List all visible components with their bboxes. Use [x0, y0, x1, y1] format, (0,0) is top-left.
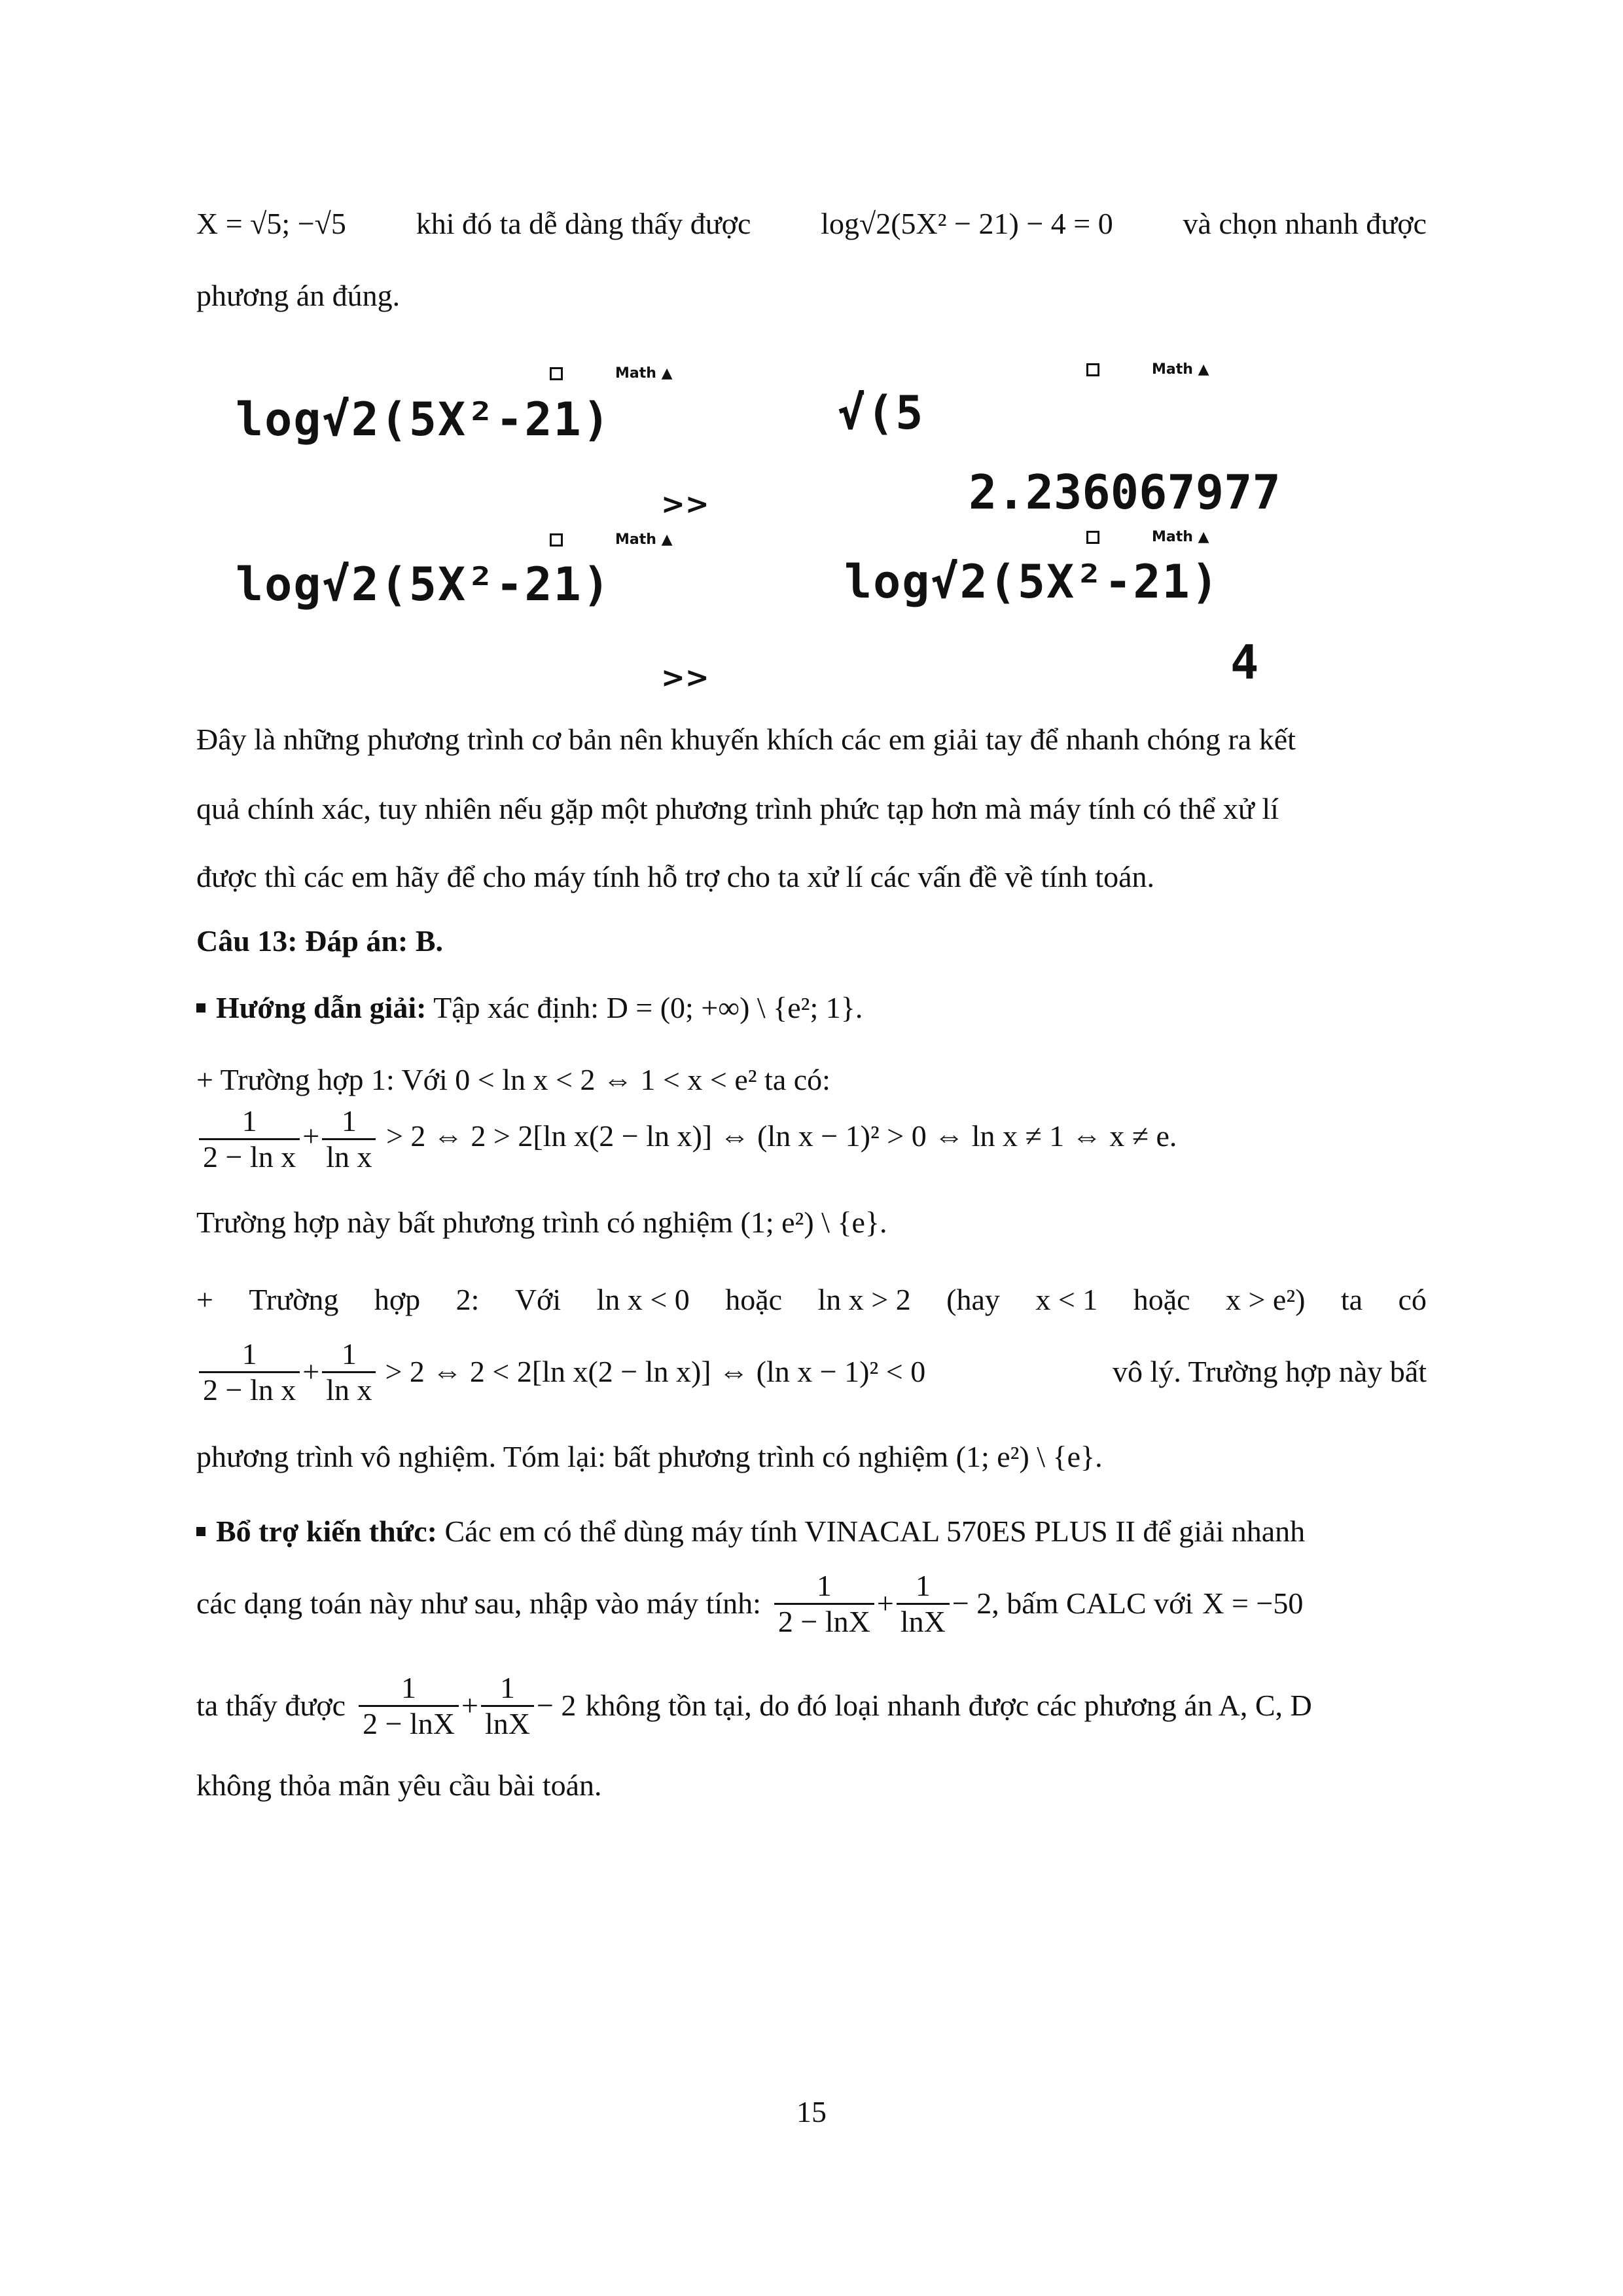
fraction-5: $\frac{1}{2 - \ln X}$ — [774, 1569, 874, 1639]
calc-screen-2-input: √(5 — [838, 386, 925, 440]
shift-indicator-icon — [1086, 531, 1099, 544]
case1-inequality-line: $\frac{1}{\text{2 − ln x}}$ + $\frac{1}{\text{ln x}}$ > 2 ⇔ 2 > 2[ln x(2 − ln x)] ⇔ (ln x − 1)² > 0 ⇔ ln x ≠ 1 ⇔ x ≠ e. — [196, 1101, 1427, 1174]
case1-chain: > 2 ⇔ 2 > 2[ln x(2 − ln x)] ⇔ (ln x − 1)² > 0 ⇔ ln x ≠ 1 ⇔ x ≠ e. — [385, 1119, 1177, 1153]
case2-inequality-line: $\frac{1}{\text{2 − ln x}}$ + $\frac{1}{\text{ln x}}$ > 2 ⇔ 2 < 2[ln x(2 − ln x)] ⇔ (ln x − 1)² < 0 vô lý. Trường hợp này bất — [196, 1336, 1427, 1407]
fraction-8: $\frac{1}{\ln X}$ — [481, 1671, 534, 1741]
arrow-1: >> — [661, 488, 709, 521]
paragraph-line-3: được thì các em hãy để cho máy tính hỗ trợ cho ta xử lí các vấn đề về tính toán. — [196, 860, 1154, 893]
x-values: X = √5; −√5 — [196, 207, 346, 240]
support-label: Bổ trợ kiến thức: — [216, 1515, 437, 1548]
case1-condition: 0 < ln x < 2 ⇔ 1 < x < e² — [455, 1063, 757, 1096]
shift-indicator-icon — [1086, 363, 1099, 376]
page-number: 15 — [796, 2095, 827, 2128]
fraction-2: $\frac{1}{\text{ln x}}$ — [322, 1104, 376, 1174]
support-line-2: các dạng toán này như sau, nhập vào máy tính: $\frac{1}{2 - \ln X}$ + $\frac{1}{\ln X}$ − 2, bấm CALC với X = −50 — [196, 1568, 1304, 1638]
support-line-1: Bổ trợ kiến thức: Các em có thể dùng máy tính VINACAL 570ES PLUS II để giải nhanh — [196, 1512, 1427, 1551]
bullet-icon — [196, 1527, 205, 1536]
guide-text: Tập xác định: — [433, 991, 599, 1024]
domain-expression: D = (0; +∞) \ {e²; 1}. — [606, 991, 863, 1024]
calc-screen-2-result: 2.236067977 — [969, 465, 1281, 520]
calc-screen-4-expression: log√2(5X²-21) — [844, 555, 1220, 609]
calc-screen-4-result: 4 — [1230, 635, 1259, 690]
intro-line-2: phương án đúng. — [196, 279, 401, 312]
calc-value: X = −50 — [1202, 1587, 1304, 1620]
calc-screen-3-expression: log√2(5X²-21) — [236, 558, 611, 611]
fraction-4: $\frac{1}{\text{ln x}}$ — [322, 1337, 376, 1407]
calc-indicator-1: Math ▲ — [550, 365, 673, 382]
paragraph-line-2: quả chính xác, tuy nhiên nếu gặp một phương trình phức tạp hơn mà máy tính có thể xử lí — [196, 792, 1279, 825]
case2-result-line: phương trình vô nghiệm. Tóm lại: bất phương trình có nghiệm (1; e²) \ {e}. — [196, 1440, 1103, 1473]
log-equation: log√2(5X² − 21) − 4 = 0 — [821, 207, 1113, 240]
case2-solution-set: (1; e²) \ {e}. — [955, 1440, 1103, 1473]
intro-mid-text: khi đó ta dễ dàng thấy được — [416, 207, 751, 240]
guide-label: Hướng dẫn giải: — [216, 991, 427, 1024]
arrow-2: >> — [661, 661, 709, 694]
shift-indicator-icon — [550, 367, 563, 380]
support-line-4: không thỏa mãn yêu cầu bài toán. — [196, 1768, 602, 1802]
fraction-7: $\frac{1}{2 - \ln X}$ — [359, 1671, 459, 1741]
intro-line-1 — [196, 204, 1427, 243]
case1-intro-line: + Trường hợp 1: Với 0 < ln x < 2 ⇔ 1 < x < e² ta có: — [196, 1063, 830, 1096]
fraction-6: $\frac{1}{\ln X}$ — [897, 1569, 950, 1639]
support-line-3: ta thấy được $\frac{1}{2 - \ln X}$ + $\frac{1}{\ln X}$ − 2 không tồn tại, do đó loại nhanh được các phương án A, C, D — [196, 1670, 1312, 1740]
bullet-icon — [196, 1003, 205, 1013]
case1-solution-set: (1; e²) \ {e}. — [740, 1206, 887, 1239]
case2-intro-line: + Trường hợp 2: Với ln x < 0 hoặc ln x > 2 (hay x < 1 hoặc x > e²) ta có — [196, 1283, 1427, 1316]
calc-screen-1-expression: log√2(5X²-21) — [236, 393, 611, 446]
fraction-1: $\frac{1}{\text{2 − ln x}}$ — [199, 1104, 300, 1174]
case2-tail: vô lý. Trường hợp này bất — [1113, 1355, 1427, 1388]
question-heading: Câu 13: Đáp án: B. — [196, 924, 444, 958]
guide-line — [196, 988, 1427, 1028]
case1-result-line: Trường hợp này bất phương trình có nghiệm (1; e²) \ {e}. — [196, 1206, 887, 1239]
paragraph-line-1: Đây là những phương trình cơ bản nên khuyến khích các em giải tay để nhanh chóng ra kết — [196, 723, 1296, 756]
intro-end-text: và chọn nhanh được — [1183, 207, 1427, 240]
fraction-3: $\frac{1}{\text{2 − ln x}}$ — [199, 1337, 300, 1407]
case2-chain: > 2 ⇔ 2 < 2[ln x(2 − ln x)] ⇔ (ln x − 1)² < 0 — [385, 1355, 926, 1388]
shift-indicator-icon — [550, 533, 563, 547]
calc-indicator-3: Math ▲ — [550, 531, 673, 548]
calc-indicator-2: Math ▲ — [1086, 361, 1209, 378]
calc-indicator-4: Math ▲ — [1086, 529, 1209, 545]
